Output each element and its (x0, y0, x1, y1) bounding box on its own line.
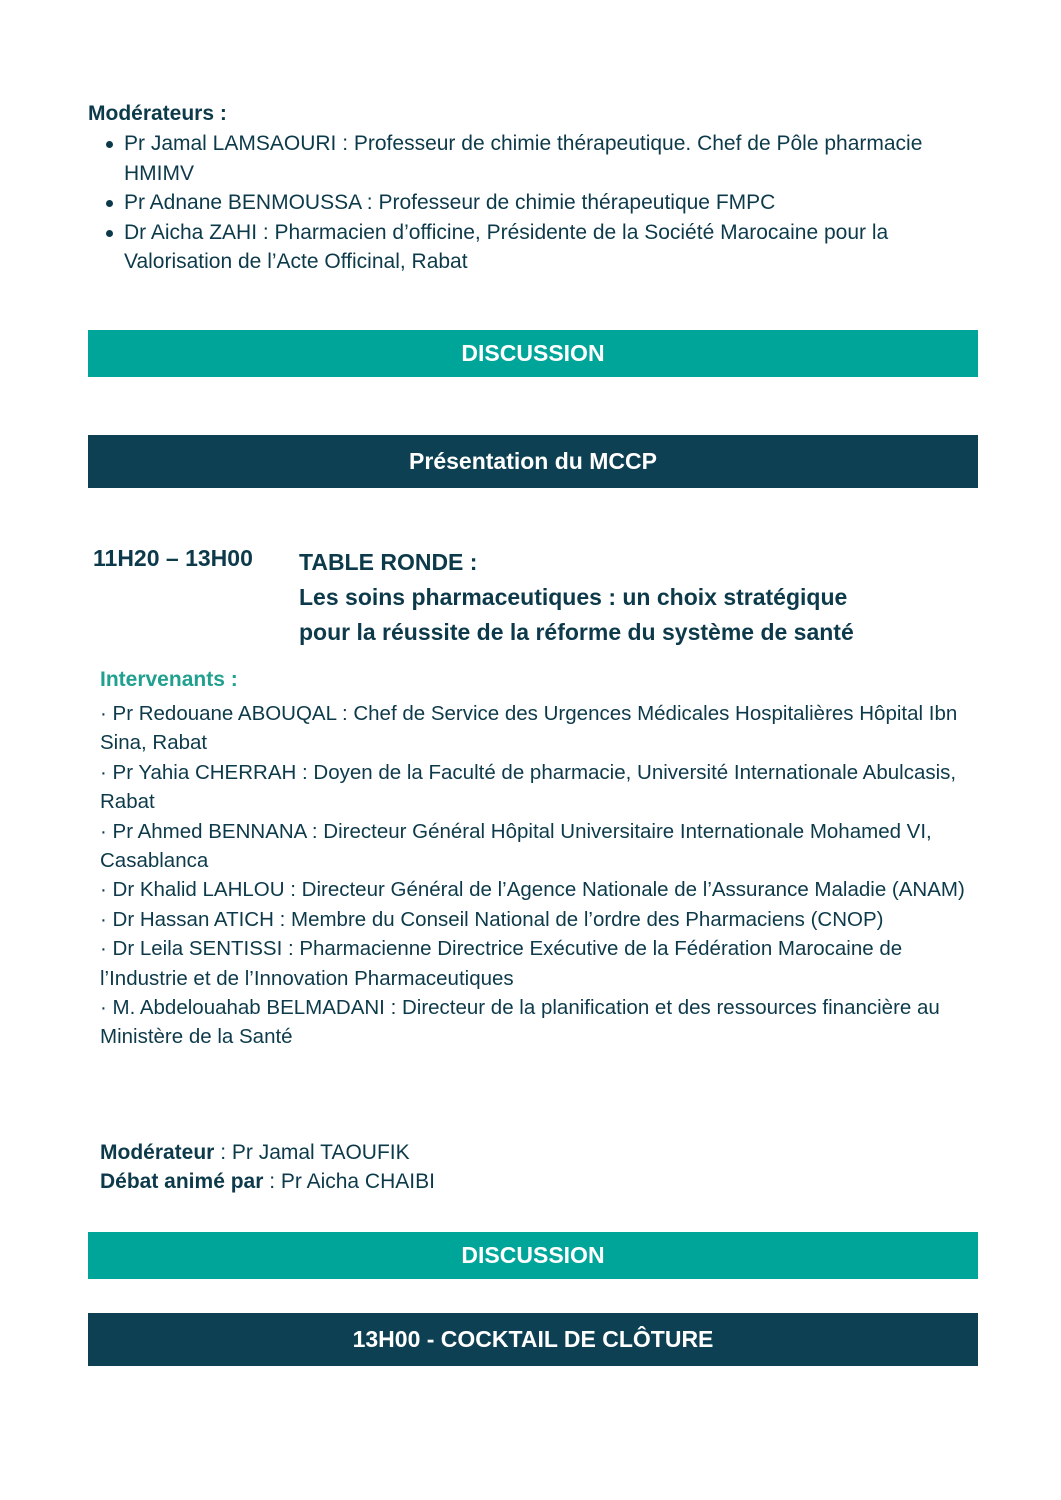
moderators-title: Modérateurs : (88, 102, 227, 125)
moderators-list (104, 129, 984, 277)
speakers-title: Intervenants : (100, 668, 238, 691)
discussion-banner-2: DISCUSSION (88, 1232, 978, 1279)
moderator-value: : Pr Jamal TAOUFIK (214, 1141, 410, 1164)
speakers-list (100, 699, 980, 1052)
session-time: 11H20 – 13H00 (93, 545, 253, 571)
debate-credit (100, 1170, 435, 1194)
discussion-banner: DISCUSSION (88, 330, 978, 377)
moderator-item: Pr Adnane BENMOUSSA : Professeur de chimie thérapeutique FMPC (104, 188, 984, 218)
speaker-item: · Pr Redouane ABOUQAL : Chef de Service des Urgences Médicales Hospitalières Hôpital Ibn Sina, Rabat (100, 702, 958, 755)
moderator-item: Pr Jamal LAMSAOURI : Professeur de chimie thérapeutique. Chef de Pôle pharmacie HMIMV (104, 129, 984, 188)
round-table-title-line1: Les soins pharmaceutiques : un choix stratégique (299, 584, 848, 610)
speaker-item: · Pr Yahia CHERRAH : Doyen de la Faculté de pharmacie, Université Internationale Abulcasis, Rabat (100, 760, 957, 814)
moderator-item: Dr Aicha ZAHI : Pharmacien d’officine, Présidente de la Société Marocaine pour la Valorisation de l’Acte Officinal, Rabat (104, 218, 984, 277)
speaker-item: · Dr Leila SENTISSI : Pharmacienne Directrice Exécutive de la Fédération Marocaine de l’Industrie et de l’Innovation Pharmaceutiques (100, 937, 903, 990)
speaker-item: · Dr Hassan ATICH : Membre du Conseil National de l’ordre des Pharmaciens (CNOP) (100, 907, 884, 931)
debate-value: : Pr Aicha CHAIBI (263, 1170, 435, 1193)
moderator-label: Modérateur (100, 1141, 215, 1164)
round-table-label: TABLE RONDE : (299, 549, 478, 575)
moderator-credit (100, 1141, 410, 1165)
round-table-title-line2: pour la réussite de la réforme du système de santé (299, 619, 854, 645)
cocktail-banner: 13H00 - COCKTAIL DE CLÔTURE (88, 1313, 978, 1366)
presentation-banner: Présentation du MCCP (88, 435, 978, 488)
debate-label: Débat animé par (100, 1170, 264, 1193)
round-table-block (299, 545, 854, 650)
speaker-item: · Pr Ahmed BENNANA : Directeur Général Hôpital Universitaire Internationale Mohamed VI, Casablanca (100, 819, 932, 873)
speaker-item: · Dr Khalid LAHLOU : Directeur Général de l’Agence Nationale de l’Assurance Maladie (ANAM) (100, 878, 965, 902)
speaker-item: · M. Abdelouahab BELMADANI : Directeur de la planification et des ressources financière au Ministère de la Santé (100, 996, 940, 1049)
